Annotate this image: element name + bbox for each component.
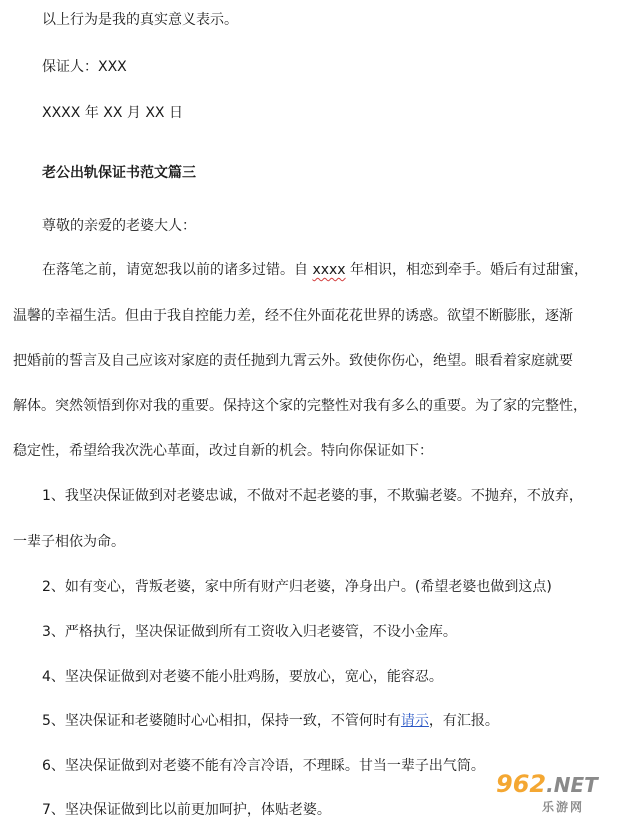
site-watermark [496, 770, 634, 816]
item4-line [0, 667, 640, 687]
item1-line1 [0, 486, 640, 506]
item5-text-before: 5、坚决保证和老婆随时心心相扣，保持一致，不管何时有 [42, 713, 401, 729]
watermark-brand: 962 [496, 770, 547, 798]
paragraph1-line1-start: 在落笔之前，请宽恕我以前的诸多过错。自 [42, 262, 313, 278]
salutation-text: 尊敬的亲爱的老婆大人： [42, 218, 196, 234]
item1-line2-text: 一辈子相依为命。 [13, 534, 125, 550]
paragraph1-line5-text: 稳定性，希望给我次洗心革面，改过自新的机会。特向你保证如下： [13, 443, 433, 459]
item3-line [0, 622, 640, 642]
paragraph1-line2-text: 温馨的幸福生活。但由于我自控能力差，经不住外面花花世界的诱惑。欲望不断膨胀，逐渐 [13, 308, 573, 324]
date-line [0, 103, 640, 123]
watermark-logo [496, 770, 598, 798]
item1-line2 [0, 532, 640, 552]
item5-text-after: ，有汇报。 [428, 713, 499, 729]
item2-line [0, 577, 640, 597]
section-title-text: 老公出轨保证书范文篇三 [42, 165, 196, 181]
statement-text: 以上行为是我的真实意义表示。 [42, 12, 238, 28]
paragraph1-line1 [0, 260, 640, 280]
spellcheck-flagged-word[interactable]: xxxx [312, 262, 346, 278]
guarantor-line [0, 57, 640, 77]
statement-line [0, 10, 640, 30]
watermark-tld: .NET [546, 773, 598, 797]
item2-text: 2、如有变心，背叛老婆，家中所有财产归老婆，净身出户。(希望老婆也做到这点) [42, 579, 552, 595]
item3-text: 3、严格执行，坚决保证做到所有工资收入归老婆管，不设小金库。 [42, 624, 457, 640]
item1-line1-text: 1、我坚决保证做到对老婆忠诚，不做对不起老婆的事，不欺骗老婆。不抛弃，不放弃， [42, 488, 583, 504]
paragraph1-line5 [0, 441, 640, 461]
paragraph1-line2 [0, 306, 640, 326]
item5-line [0, 711, 640, 731]
date-text: XXXX 年 XX 月 XX 日 [42, 105, 183, 121]
paragraph1-line3-text: 把婚前的誓言及自己应该对家庭的责任抛到九霄云外。致使你伤心，绝望。眼看着家庭就要 [13, 353, 573, 369]
paragraph1-line4 [0, 396, 640, 416]
paragraph1-line1-end: 年相识，相恋到牵手。婚后有过甜蜜， [345, 262, 589, 278]
section-title [0, 163, 640, 183]
salutation-line [0, 216, 640, 236]
paragraph1-line3 [0, 351, 640, 371]
paragraph1-line4-text: 解体。突然领悟到你对我的重要。保持这个家的完整性对我有多么的重要。为了家的完整性， [13, 398, 587, 414]
item4-text: 4、坚决保证做到对老婆不能小肚鸡肠，要放心，宽心，能容忍。 [42, 669, 443, 685]
item6-text: 6、坚决保证做到对老婆不能有冷言冷语，不理睬。甘当一辈子出气筒。 [42, 758, 485, 774]
item7-text: 7、坚决保证做到比以前更加呵护，体贴老婆。 [42, 802, 331, 818]
watermark-subtitle: 乐游网 [542, 800, 585, 814]
item5-link[interactable]: 请示 [400, 713, 429, 729]
guarantor-text: 保证人：XXX [42, 59, 127, 75]
